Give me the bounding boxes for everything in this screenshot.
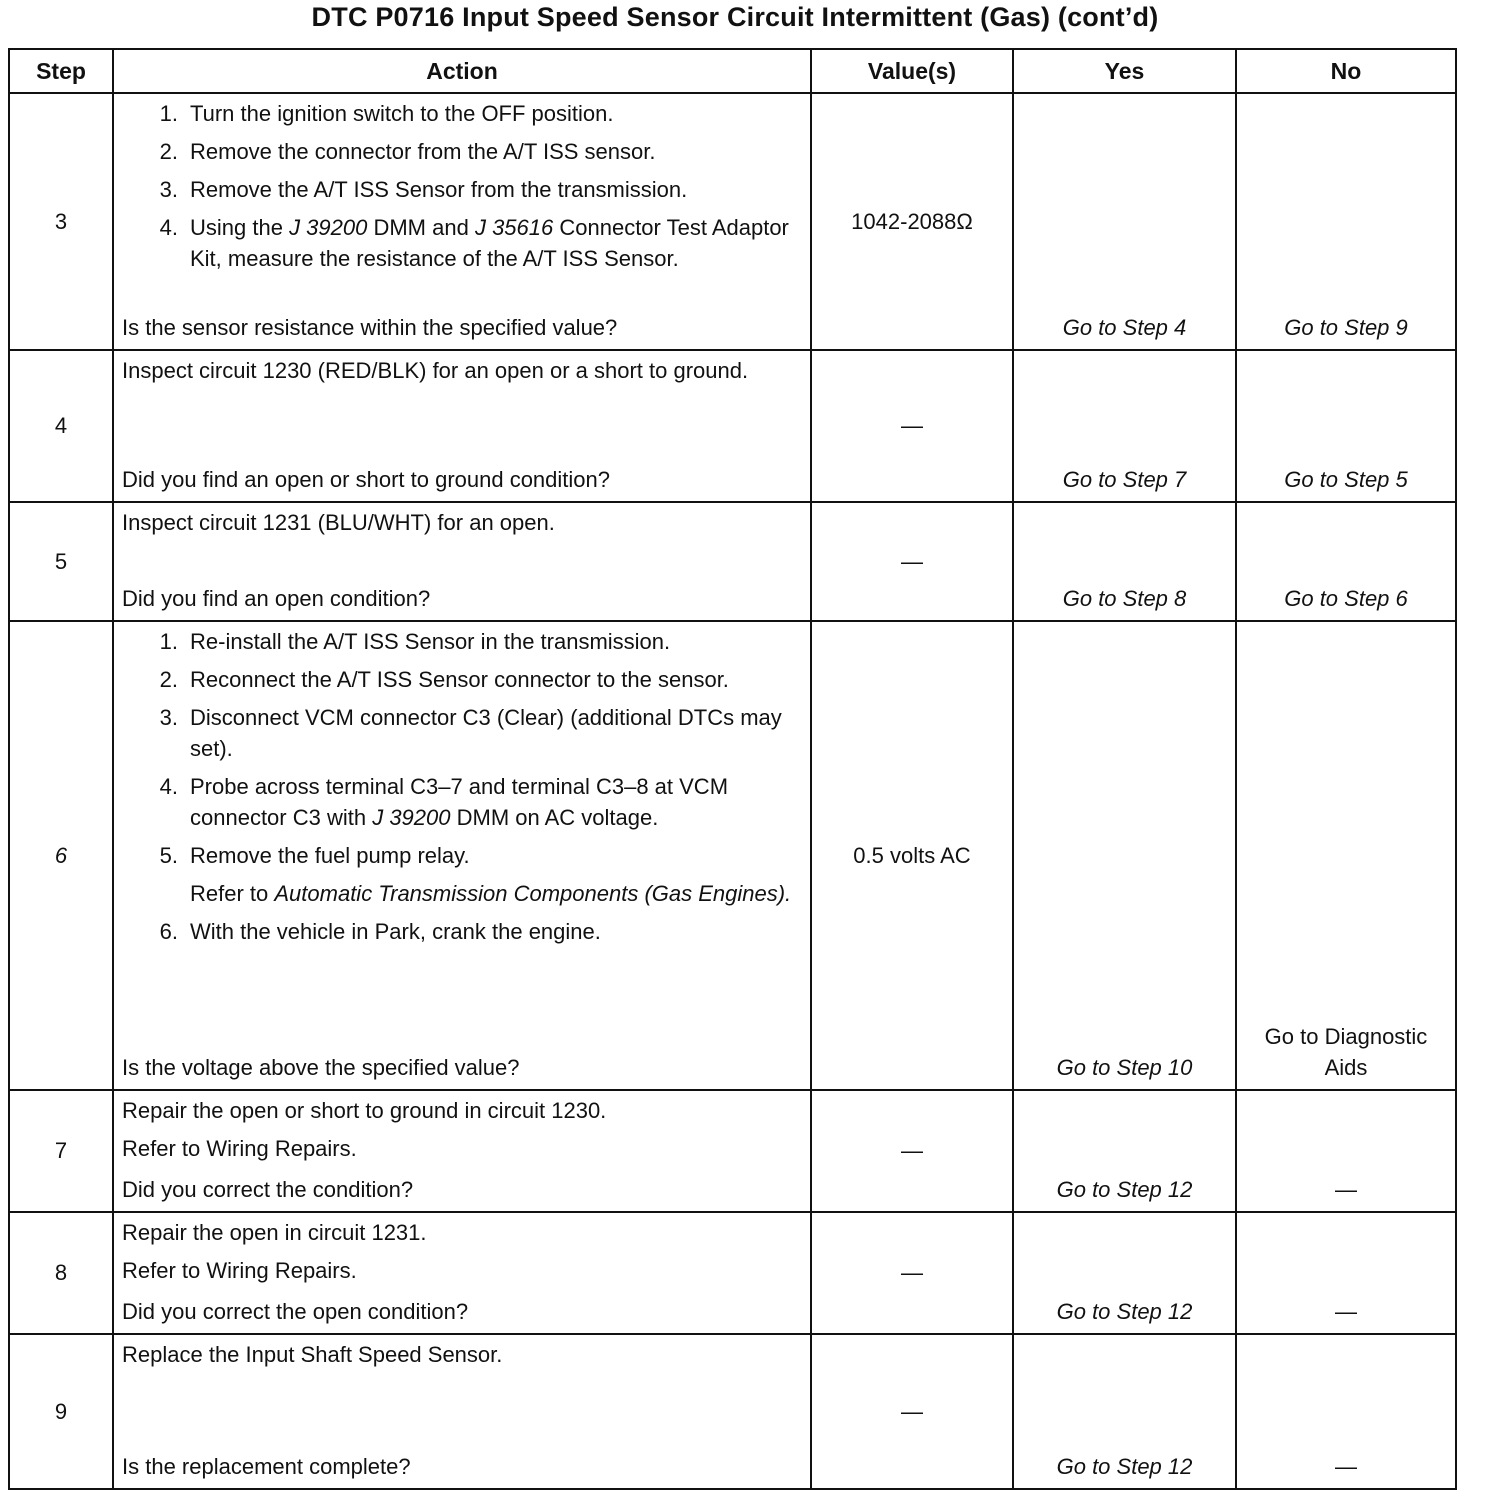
- action-line: [122, 1217, 804, 1248]
- yes-outcome: Go to Step 10: [1013, 621, 1236, 1090]
- action-cell: [113, 502, 811, 621]
- header-values: Value(s): [811, 49, 1013, 93]
- text-segment: Replace the Input Shaft Speed Sensor.: [122, 1342, 503, 1367]
- step-item-number: 3.: [159, 177, 178, 202]
- step-item-number: 1.: [159, 629, 178, 654]
- text-segment: J 39200: [372, 805, 451, 830]
- value-cell: 0.5 volts AC: [811, 621, 1013, 1090]
- yes-outcome: Go to Step 12: [1013, 1212, 1236, 1334]
- action-text: [190, 136, 656, 167]
- action-question: Did you correct the open condition?: [122, 1299, 469, 1324]
- table-header-row: [9, 49, 1456, 93]
- value-cell: 1042-2088Ω: [811, 93, 1013, 350]
- text-segment: Automatic Transmission Components (Gas Engines).: [274, 881, 792, 906]
- no-outcome: Go to Step 9: [1236, 93, 1456, 350]
- action-line: [122, 355, 804, 386]
- action-content: [114, 503, 810, 620]
- text-segment: Turn the ignition switch to the OFF position.: [190, 101, 614, 126]
- action-line: [122, 1339, 804, 1370]
- value-cell: —: [811, 502, 1013, 621]
- action-text: [122, 1095, 606, 1126]
- text-segment: J 39200: [289, 215, 368, 240]
- action-text: [122, 507, 555, 538]
- table-row: [9, 1090, 1456, 1212]
- action-cell: [113, 93, 811, 350]
- action-content: [114, 1213, 810, 1333]
- action-text: [190, 840, 470, 871]
- action-content: [114, 1335, 810, 1488]
- action-line: [122, 1133, 804, 1164]
- action-cell: [113, 1090, 811, 1212]
- table-row: [9, 502, 1456, 621]
- step-item-number: 5.: [159, 843, 178, 868]
- value-cell: —: [811, 350, 1013, 502]
- action-question: Is the sensor resistance within the specified value?: [122, 315, 618, 340]
- text-segment: Refer to: [190, 881, 275, 906]
- action-line: [122, 98, 804, 129]
- table-row: [9, 93, 1456, 350]
- text-segment: Inspect circuit 1230 (RED/BLK) for an open or a short to ground.: [122, 358, 749, 383]
- text-segment: Refer to Wiring Repairs.: [122, 1136, 357, 1161]
- text-segment: Remove the fuel pump relay.: [190, 843, 470, 868]
- table-row: [9, 621, 1456, 1090]
- value-cell: —: [811, 1090, 1013, 1212]
- step-item-number: 4.: [159, 774, 178, 799]
- action-text: [122, 1133, 357, 1164]
- step-number: 7: [9, 1090, 113, 1212]
- no-outcome: Go to Step 6: [1236, 502, 1456, 621]
- action-line: [122, 840, 804, 871]
- page-title: DTC P0716 Input Speed Sensor Circuit Intermittent (Gas) (cont’d): [311, 2, 1159, 32]
- text-segment: Refer to Wiring Repairs.: [122, 1258, 357, 1283]
- table-row: [9, 1212, 1456, 1334]
- text-segment: Re-install the A/T ISS Sensor in the transmission.: [190, 629, 671, 654]
- step-item-number: 4.: [159, 215, 178, 240]
- value-cell: —: [811, 1334, 1013, 1489]
- header-yes: Yes: [1013, 49, 1236, 93]
- text-segment: Connector Test Adaptor Kit, measure the resistance of the A/T ISS Sensor.: [190, 215, 789, 271]
- action-content: [114, 351, 810, 501]
- action-text: [122, 1217, 427, 1248]
- step-number: 9: [9, 1334, 113, 1489]
- header-step: Step: [9, 49, 113, 93]
- yes-outcome: Go to Step 7: [1013, 350, 1236, 502]
- text-segment: Repair the open in circuit 1231.: [122, 1220, 427, 1245]
- yes-outcome: Go to Step 12: [1013, 1334, 1236, 1489]
- action-line: [122, 878, 804, 909]
- action-text: [122, 1339, 502, 1370]
- action-question: Is the voltage above the specified value?: [122, 1055, 520, 1080]
- text-segment: Remove the connector from the A/T ISS sensor.: [190, 139, 656, 164]
- action-text: [190, 664, 729, 695]
- action-text: [190, 98, 614, 129]
- no-outcome: Go to Step 5: [1236, 350, 1456, 502]
- action-line: [122, 702, 804, 764]
- no-outcome: Go to Diagnostic Aids: [1236, 621, 1456, 1090]
- action-cell: [113, 350, 811, 502]
- indent-spacer: [140, 878, 190, 909]
- action-line: [122, 136, 804, 167]
- step-item-number: 2.: [159, 667, 178, 692]
- value-cell: —: [811, 1212, 1013, 1334]
- text-segment: Reconnect the A/T ISS Sensor connector to the sensor.: [190, 667, 729, 692]
- header-action: Action: [113, 49, 811, 93]
- action-content: [114, 1091, 810, 1211]
- action-text: [190, 626, 670, 657]
- step-item-number: 1.: [159, 101, 178, 126]
- table-row: [9, 350, 1456, 502]
- action-text: [190, 212, 804, 274]
- action-line: [122, 1255, 804, 1286]
- text-segment: Inspect circuit 1231 (BLU/WHT) for an open.: [122, 510, 555, 535]
- action-question: Did you find an open or short to ground condition?: [122, 467, 610, 492]
- step-number: 5: [9, 502, 113, 621]
- text-segment: With the vehicle in Park, crank the engine.: [190, 919, 601, 944]
- action-line: [122, 174, 804, 205]
- action-cell: [113, 621, 811, 1090]
- no-outcome: —: [1236, 1090, 1456, 1212]
- action-cell: [113, 1334, 811, 1489]
- header-no: No: [1236, 49, 1456, 93]
- text-segment: Using the: [190, 215, 290, 240]
- step-number: 4: [9, 350, 113, 502]
- step-item-number: 6.: [159, 919, 178, 944]
- action-line: [122, 626, 804, 657]
- text-segment: Repair the open or short to ground in circuit 1230.: [122, 1098, 607, 1123]
- text-segment: Remove the A/T ISS Sensor from the transmission.: [190, 177, 688, 202]
- no-outcome: —: [1236, 1212, 1456, 1334]
- action-question: Did you find an open condition?: [122, 586, 431, 611]
- step-number: 3: [9, 93, 113, 350]
- action-line: [122, 212, 804, 274]
- step-item-number: 3.: [159, 705, 178, 730]
- yes-outcome: Go to Step 12: [1013, 1090, 1236, 1212]
- action-text: [190, 702, 804, 764]
- text-segment: Probe across terminal C3–7 and terminal C3–8 at VCM connector C3 with: [190, 774, 729, 830]
- no-outcome: —: [1236, 1334, 1456, 1489]
- text-segment: DMM on AC voltage.: [450, 805, 659, 830]
- action-question: Did you correct the condition?: [122, 1177, 414, 1202]
- action-text: [122, 1255, 357, 1286]
- text-segment: J 35616: [474, 215, 554, 240]
- text-segment: DMM and: [367, 215, 475, 240]
- action-content: [114, 94, 810, 349]
- text-segment: Disconnect VCM connector C3 (Clear) (additional DTCs may set).: [190, 705, 782, 761]
- step-number: 6: [9, 621, 113, 1090]
- action-text: [122, 355, 748, 386]
- action-line: [122, 664, 804, 695]
- step-number: 8: [9, 1212, 113, 1334]
- step-item-number: 2.: [159, 139, 178, 164]
- action-content: [114, 622, 810, 1089]
- table-row: [9, 1334, 1456, 1489]
- action-line: [122, 507, 804, 538]
- action-text: [190, 878, 791, 909]
- action-text: [190, 771, 804, 833]
- action-line: [122, 916, 804, 947]
- action-cell: [113, 1212, 811, 1334]
- action-text: [190, 916, 601, 947]
- action-question: Is the replacement complete?: [122, 1454, 411, 1479]
- action-line: [122, 1095, 804, 1126]
- diagnostic-table: [8, 48, 1457, 1490]
- action-line: [122, 771, 804, 833]
- yes-outcome: Go to Step 8: [1013, 502, 1236, 621]
- action-text: [190, 174, 687, 205]
- yes-outcome: Go to Step 4: [1013, 93, 1236, 350]
